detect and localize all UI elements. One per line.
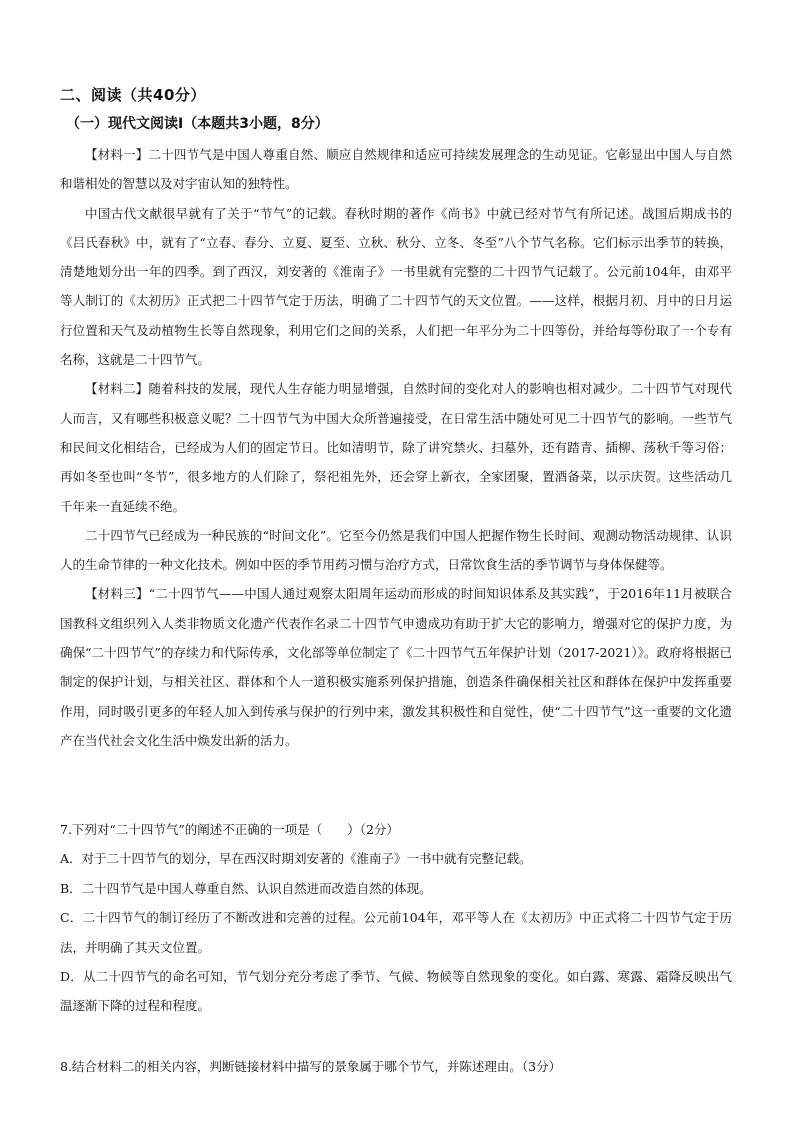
question-7-option-c: C．二十四节气的制订经历了不断改进和完善的过程。公元前104年，邓平等人在《太初历》中正式将二十四节气定于历法，并明确了其天文位置。 xyxy=(60,910,732,955)
question-7-option-b: B．二十四节气是中国人尊重自然、认识自然进而改造自然的体现。 xyxy=(60,880,432,896)
question-7 xyxy=(60,815,732,1021)
material-two-culture-paragraph: 二十四节气已经成为一种民族的“时间文化”。它至今仍然是我们中国人把握作物生长时间、观测动物活动规律、认识人的生命节律的一种文化技术。例如中医的季节用药习惯与治疗方式，日常饮食生活的季节调节与身体保健等。 xyxy=(60,527,732,573)
material-one-history-paragraph: 中国古代文献很早就有了关于“节气”的记载。春秋时期的著作《尚书》中就已经对节气有所记述。战国后期成书的《吕氏春秋》中，就有了“立春、春分、立夏、夏至、立秋、秋分、立冬、冬至”八个节气名称。它们标示出季节的转换，清楚地划分出一年的四季。到了西汉，刘安著的《淮南子》一书里就有完整的二十四节气记载了。公元前104年，由邓平等人制订的《太初历》正式把二十四节气定于历法，明确了二十四节气的天文位置。——这样，根据月初、月中的日月运行位置和天气及动植物生长等自然现象，利用它们之间的关系，人们把一年平分为二十四等份，并给每等份取了一个专有名称，这就是二十四节气。 xyxy=(60,205,732,368)
material-one-paragraph: 【材料一】二十四节气是中国人尊重自然、顺应自然规律和适应可持续发展理念的生动见证。它彰显出中国人与自然和谐相处的智慧以及对宇宙认知的独特性。 xyxy=(60,147,732,192)
section-title: 二、阅读（共40分） xyxy=(60,86,206,104)
reading-materials xyxy=(60,140,732,755)
question-8 xyxy=(60,1052,732,1081)
question-7-option-d: D．从二十四节气的命名可知，节气划分充分考虑了季节、气候、物候等自然现象的变化。如白露、寒露、霜降反映出气温逐渐下降的过程和程度。 xyxy=(60,969,732,1014)
question-7-option-a: A．对于二十四节气的划分，早在西汉时期刘安著的《淮南子》一书中就有完整记载。 xyxy=(60,851,532,867)
subsection-title: （一）现代文阅读Ⅰ（本题共3小题，8分） xyxy=(66,116,329,132)
material-two-paragraph: 【材料二】随着科技的发展，现代人生存能力明显增强，自然时间的变化对人的影响也相对减少。二十四节气对现代人而言，又有哪些积极意义呢？二十四节气为中国大众所普遍接受，在日常生活中随处可见二十四节气的影响。一些节气和民间文化相结合，已经成为人们的固定节日。比如清明节，除了讲究禁火、扫墓外，还有踏青、插柳、荡秋千等习俗；再如冬至也叫“冬节”，很多地方的人们除了，祭祀祖先外，还会穿上新衣，全家团聚，置酒备菜，以示庆贺。这些活动几千年来一直延续不绝。 xyxy=(60,381,732,514)
question-8-stem: 8.结合材料二的相关内容，判断链接材料中描写的景象属于哪个节气，并陈述理由。（3分） xyxy=(60,1059,562,1074)
question-7-stem: 7.下列对“二十四节气”的阐述不正确的一项是（ ）（2分） xyxy=(60,822,399,837)
material-three-paragraph: 【材料三】“二十四节气——中国人通过观察太阳周年运动而形成的时间知识体系及其实践”，于2016年11月被联合国教科文组织列入人类非物质文化遗产代表作名录二十四节气申遗成功有助于扩大它的影响力，增强对它的保护力度，为确保“二十四节气”的存续力和代际传承，文化部等单位制定了《二十四节气五年保护计划（2017-2021）》。政府将根据已制定的保护计划，与相关社区、群体和个人一道积极实施系列保护措施，创造条件确保相关社区和群体在保护中发挥重要作用，同时吸引更多的年轻人加入到传承与保护的行列中来，激发其积极性和自觉性，使“二十四节气”这一重要的文化遗产在当代社会文化生活中焕发出新的活力。 xyxy=(60,586,732,748)
